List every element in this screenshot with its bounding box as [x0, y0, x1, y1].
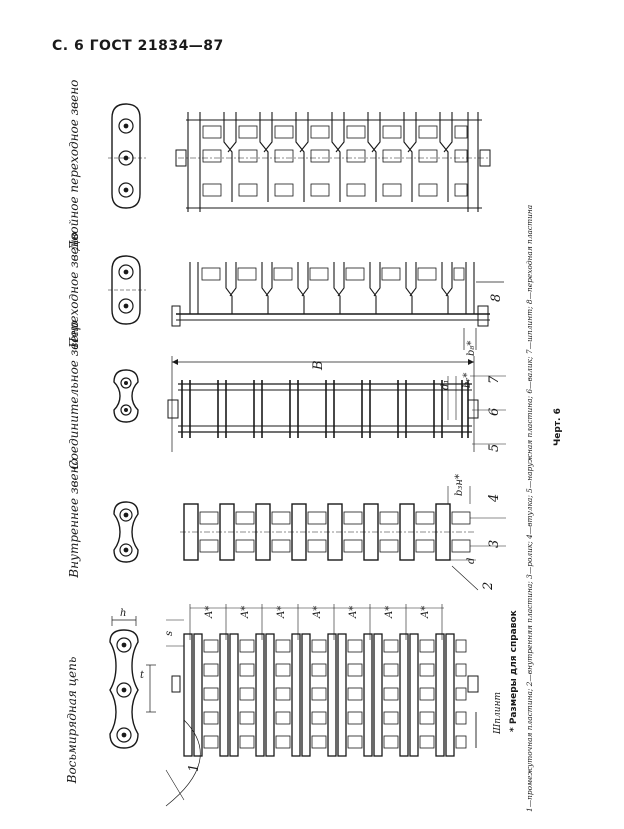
inner-plate	[114, 502, 138, 562]
dim-h: h	[120, 608, 127, 619]
dim-A-3: A*	[276, 605, 287, 618]
dim-t: t	[140, 670, 145, 681]
dim-d: d	[466, 557, 477, 564]
cotter-pin-label: Шплинт	[493, 691, 503, 734]
callout-3: 3	[487, 539, 502, 548]
callout-4: 4	[487, 493, 502, 502]
eight-row-chain-drawing	[166, 604, 478, 806]
double-transition-plate	[108, 104, 146, 208]
dim-A-6: A*	[384, 605, 395, 618]
view-label-inner-link: Внутреннее звено	[67, 458, 81, 578]
view-label-double-transition-link: Двойное переходное звено	[67, 79, 81, 251]
callout-2: 2	[481, 581, 496, 590]
legend: 1—промежуточная пластина; 2—внутренняя пластина; 3—ролик; 4—втулка; 5—наружная пластина; 6—валик; 7—шплинт; 8—переходная пластина	[525, 204, 534, 812]
transition-link-drawing	[172, 262, 504, 350]
inner-link-drawing	[180, 486, 506, 590]
view-label-connecting-link: Соединительное звено	[67, 320, 81, 470]
dim-A-5: A*	[348, 605, 359, 618]
dim-A-1: A*	[204, 605, 215, 618]
callout-5: 5	[487, 443, 502, 452]
dim-A-7: A*	[420, 605, 431, 618]
dim-b3h: b₃н*	[454, 474, 465, 496]
figure-caption: Черт. 6	[553, 408, 563, 446]
callout-7: 7	[487, 375, 502, 384]
dim-s: s	[164, 630, 175, 636]
dim-A-4: A*	[312, 605, 323, 618]
callout-1: 1	[187, 763, 202, 772]
dim-d1: d₁	[440, 379, 451, 390]
connecting-link-drawing	[168, 356, 506, 452]
connecting-plate	[114, 370, 138, 422]
dim-b8: b₈*	[466, 340, 477, 356]
dim-B: B	[311, 360, 326, 370]
page-header: С. 6 ГОСТ 21834—87	[52, 38, 224, 54]
view-label-transition-link: Переходное звено	[67, 232, 81, 348]
dim-A-2: A*	[240, 605, 251, 618]
dim-b7: b₇*	[462, 372, 473, 388]
chain-side-view	[110, 616, 156, 748]
double-transition-link-drawing	[176, 112, 490, 212]
view-label-eight-row: Восьмирядная цепь	[65, 656, 79, 784]
callout-6: 6	[487, 407, 502, 416]
footnote: * Размеры для справок	[509, 610, 519, 732]
callout-8: 8	[489, 293, 504, 302]
transition-plate	[108, 256, 146, 324]
